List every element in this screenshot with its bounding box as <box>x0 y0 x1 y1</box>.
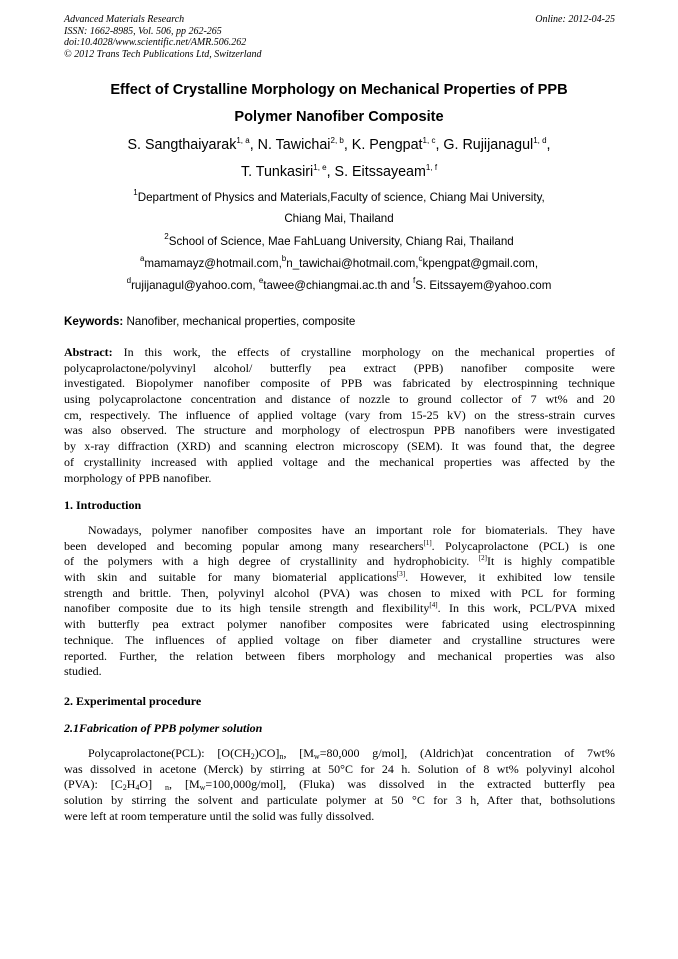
intro-text: of the polymers with a high degree of crystallinity and hydrophobicity. <box>64 554 479 569</box>
email-mark: a <box>139 254 145 263</box>
subscript: w <box>313 752 320 761</box>
abstract-line: by x-ray diffraction (XRD) and scanning electron microscopy (SEM). It was found that, the degree <box>64 439 615 454</box>
author-name: , S. Eitssayeam <box>326 164 426 180</box>
subscript: n <box>165 783 170 793</box>
email-line-2 <box>30 278 648 294</box>
intro-line: reported. Further, the relation between fibers morphology and mechanical properties was also <box>64 648 615 663</box>
paper-title-line-1: Effect of Crystalline Morphology on Mechanical Properties of PPB <box>110 82 568 98</box>
email-mark: c <box>418 254 423 263</box>
experimental-text: O] <box>139 777 166 792</box>
experimental-text: Polycaprolactone(PCL): [O(CH <box>88 746 251 760</box>
experimental-text: , [M <box>283 746 314 760</box>
affiliation-1-line-1 <box>30 190 648 206</box>
author-name: , K. Pengpat <box>343 137 423 153</box>
intro-line: strength and brittle. Then, polyvinyl alcohol (PVA) was chosen to mixed with PCL for forming <box>64 585 615 600</box>
subscript: n <box>279 752 284 761</box>
copyright-line: © 2012 Trans Tech Publications Ltd, Switzerland <box>64 48 262 60</box>
email-address: rujijanagul@yahoo.com, <box>131 279 259 292</box>
keywords-text: Nanofiber, mechanical properties, composite <box>123 315 356 328</box>
intro-line <box>64 554 615 570</box>
abstract-text: In this work, the effects of crystalline morphology on the mechanical properties of <box>112 345 615 359</box>
author-name: , G. Rujijanagul <box>435 137 534 153</box>
experimental-line <box>64 746 615 762</box>
journal-header <box>64 14 444 60</box>
author-affiliation-mark: 1, f <box>425 163 438 172</box>
affiliation-mark: 2 <box>164 232 169 241</box>
intro-text: . Polycaprolactone (PCL) is one <box>431 538 615 553</box>
email-address: tawee@chiangmai.ac.th and <box>263 279 413 292</box>
section-heading-experimental: 2. Experimental procedure <box>64 694 202 708</box>
subsection-heading-fabrication: 2.1Fabrication of PPB polymer solution <box>64 721 263 735</box>
experimental-line: was dissolved in acetone (Merck) by stirring at 50°C for 24 h. Solution of 8 wt% polyvinyl alcohol <box>64 761 615 776</box>
experimental-text: , [M <box>169 777 200 792</box>
online-date: Online: 2012-04-25 <box>535 14 615 25</box>
intro-line <box>64 539 615 555</box>
email-mark: f <box>413 276 416 285</box>
experimental-text: =100,000g/mol], (Fluka) was dissolved in the extracted butterfly pea <box>205 777 615 792</box>
introduction-paragraph <box>64 523 615 680</box>
author-affiliation-mark: 1, d <box>533 136 547 145</box>
abstract-line: morphology of PPB nanofiber. <box>64 470 212 485</box>
email-mark: e <box>258 276 264 285</box>
affiliation-2 <box>30 234 648 250</box>
author-affiliation-mark: 1, a <box>236 136 250 145</box>
author-line-2 <box>40 162 638 182</box>
email-address: n_tawichai@hotmail.com, <box>286 257 419 270</box>
experimental-line <box>64 777 615 793</box>
experimental-line: solution by stirring the solvent and particulate polymer at 50 °C for 3 h, After that, bothsolutions <box>64 793 615 808</box>
author-name: S. Sangthaiyarak <box>127 137 237 153</box>
intro-line <box>64 601 615 617</box>
affiliation-text: Department of Physics and Materials,Faculty of science, Chiang Mai University, <box>137 191 545 204</box>
keywords <box>64 314 615 329</box>
intro-text: with skin and suitable for many biomaterial applications <box>64 570 397 585</box>
author-affiliation-mark: 1, c <box>422 136 436 145</box>
abstract-line: of crystallinity increased with applied voltage and the mechanical properties was affected by the <box>64 454 615 469</box>
abstract-line: using polycaprolactone concentration and distance of nozzle to ground collector of 7 wt% and 20 <box>64 392 615 407</box>
experimental-text: )CO] <box>254 746 280 760</box>
abstract-line <box>64 345 615 361</box>
issn-line: ISSN: 1662-8985, Vol. 506, pp 262-265 <box>64 25 222 37</box>
intro-text: been developed and becoming popular among many researchers <box>64 538 424 553</box>
paper-title-line-2: Polymer Nanofiber Composite <box>234 109 444 125</box>
abstract-label: Abstract: <box>64 345 113 359</box>
citation-ref: [4] <box>429 601 438 610</box>
abstract-line: cm, respectively. The influence of applied voltage (vary from 15-25 kV) on the stress-strain curves <box>64 407 615 422</box>
experimental-line: were left at room temperature until the solid was fully dissolved. <box>64 808 375 823</box>
citation-ref: [3] <box>396 570 406 579</box>
email-line-1 <box>30 256 648 272</box>
author-affiliation-mark: 2, b <box>330 136 344 145</box>
author-line-1 <box>40 135 638 155</box>
experimental-text: H <box>126 777 136 792</box>
email-address: S. Eitssayem@yahoo.com <box>415 279 552 292</box>
section-heading-introduction: 1. Introduction <box>64 498 142 512</box>
intro-text: . In this work, PCL/PVA mixed <box>437 601 615 616</box>
author-name: T. Tunkasiri <box>240 164 314 180</box>
intro-line: with butterfly pea extract polymer nanofiber composites were fabricated using electrospinning <box>64 617 615 632</box>
keywords-label: Keywords: <box>64 315 124 328</box>
abstract <box>64 345 615 486</box>
abstract-line: polycaprolactone/polyvinyl alcohol/ butterfly pea extract (PPB) nanofiber composite were <box>64 360 615 375</box>
intro-line: studied. <box>64 664 102 679</box>
email-mark: b <box>281 254 287 263</box>
doi-line: doi:10.4028/www.scientific.net/AMR.506.262 <box>64 37 247 49</box>
author-name: , N. Tawichai <box>249 137 331 153</box>
abstract-line: investigated. Biopolymer nanofiber composite of PPB was fabricated by electrospinning technique <box>64 376 615 391</box>
subscript: 4 <box>135 783 140 793</box>
experimental-text: =80,000 g/mol], (Aldrich)at concentration of 7wt% <box>319 746 616 760</box>
intro-line: Nowadays, polymer nanofiber composites have an important role for biomaterials. They have <box>88 523 615 537</box>
author-affiliation-mark: 1, e <box>313 163 327 172</box>
citation-ref: [1] <box>423 538 432 547</box>
journal-name: Advanced Materials Research <box>64 14 185 25</box>
author-separator: , <box>546 137 551 153</box>
intro-text: . However, it exhibited low tensile <box>405 570 615 585</box>
intro-line: technique. The influences of applied voltage on fiber diameter and crystalline structures were <box>64 632 615 647</box>
experimental-text: (PVA): [C <box>64 777 123 792</box>
intro-text: It is highly compatible <box>486 554 615 569</box>
email-address: mamamayz@hotmail.com, <box>144 257 282 270</box>
intro-line <box>64 570 615 586</box>
affiliation-1-line-2: Chiang Mai, Thailand <box>284 212 394 225</box>
subscript: w <box>199 783 206 793</box>
abstract-line: was also observed. The structure and morphology of electrospun PPB nanofibers were investigated <box>64 423 615 438</box>
affiliation-text: School of Science, Mae FahLuang University, Chiang Rai, Thailand <box>168 235 514 248</box>
subscript: 2 <box>122 783 127 793</box>
email-mark: d <box>126 276 132 285</box>
affiliation-mark: 1 <box>133 188 138 197</box>
intro-text: nanofiber composite due to its high tensile strength and flexibility <box>64 601 430 616</box>
citation-ref: [2] <box>478 554 487 563</box>
subscript: 2 <box>250 752 255 761</box>
experimental-paragraph <box>64 746 615 824</box>
email-address: kpengpat@gmail.com, <box>422 257 539 270</box>
